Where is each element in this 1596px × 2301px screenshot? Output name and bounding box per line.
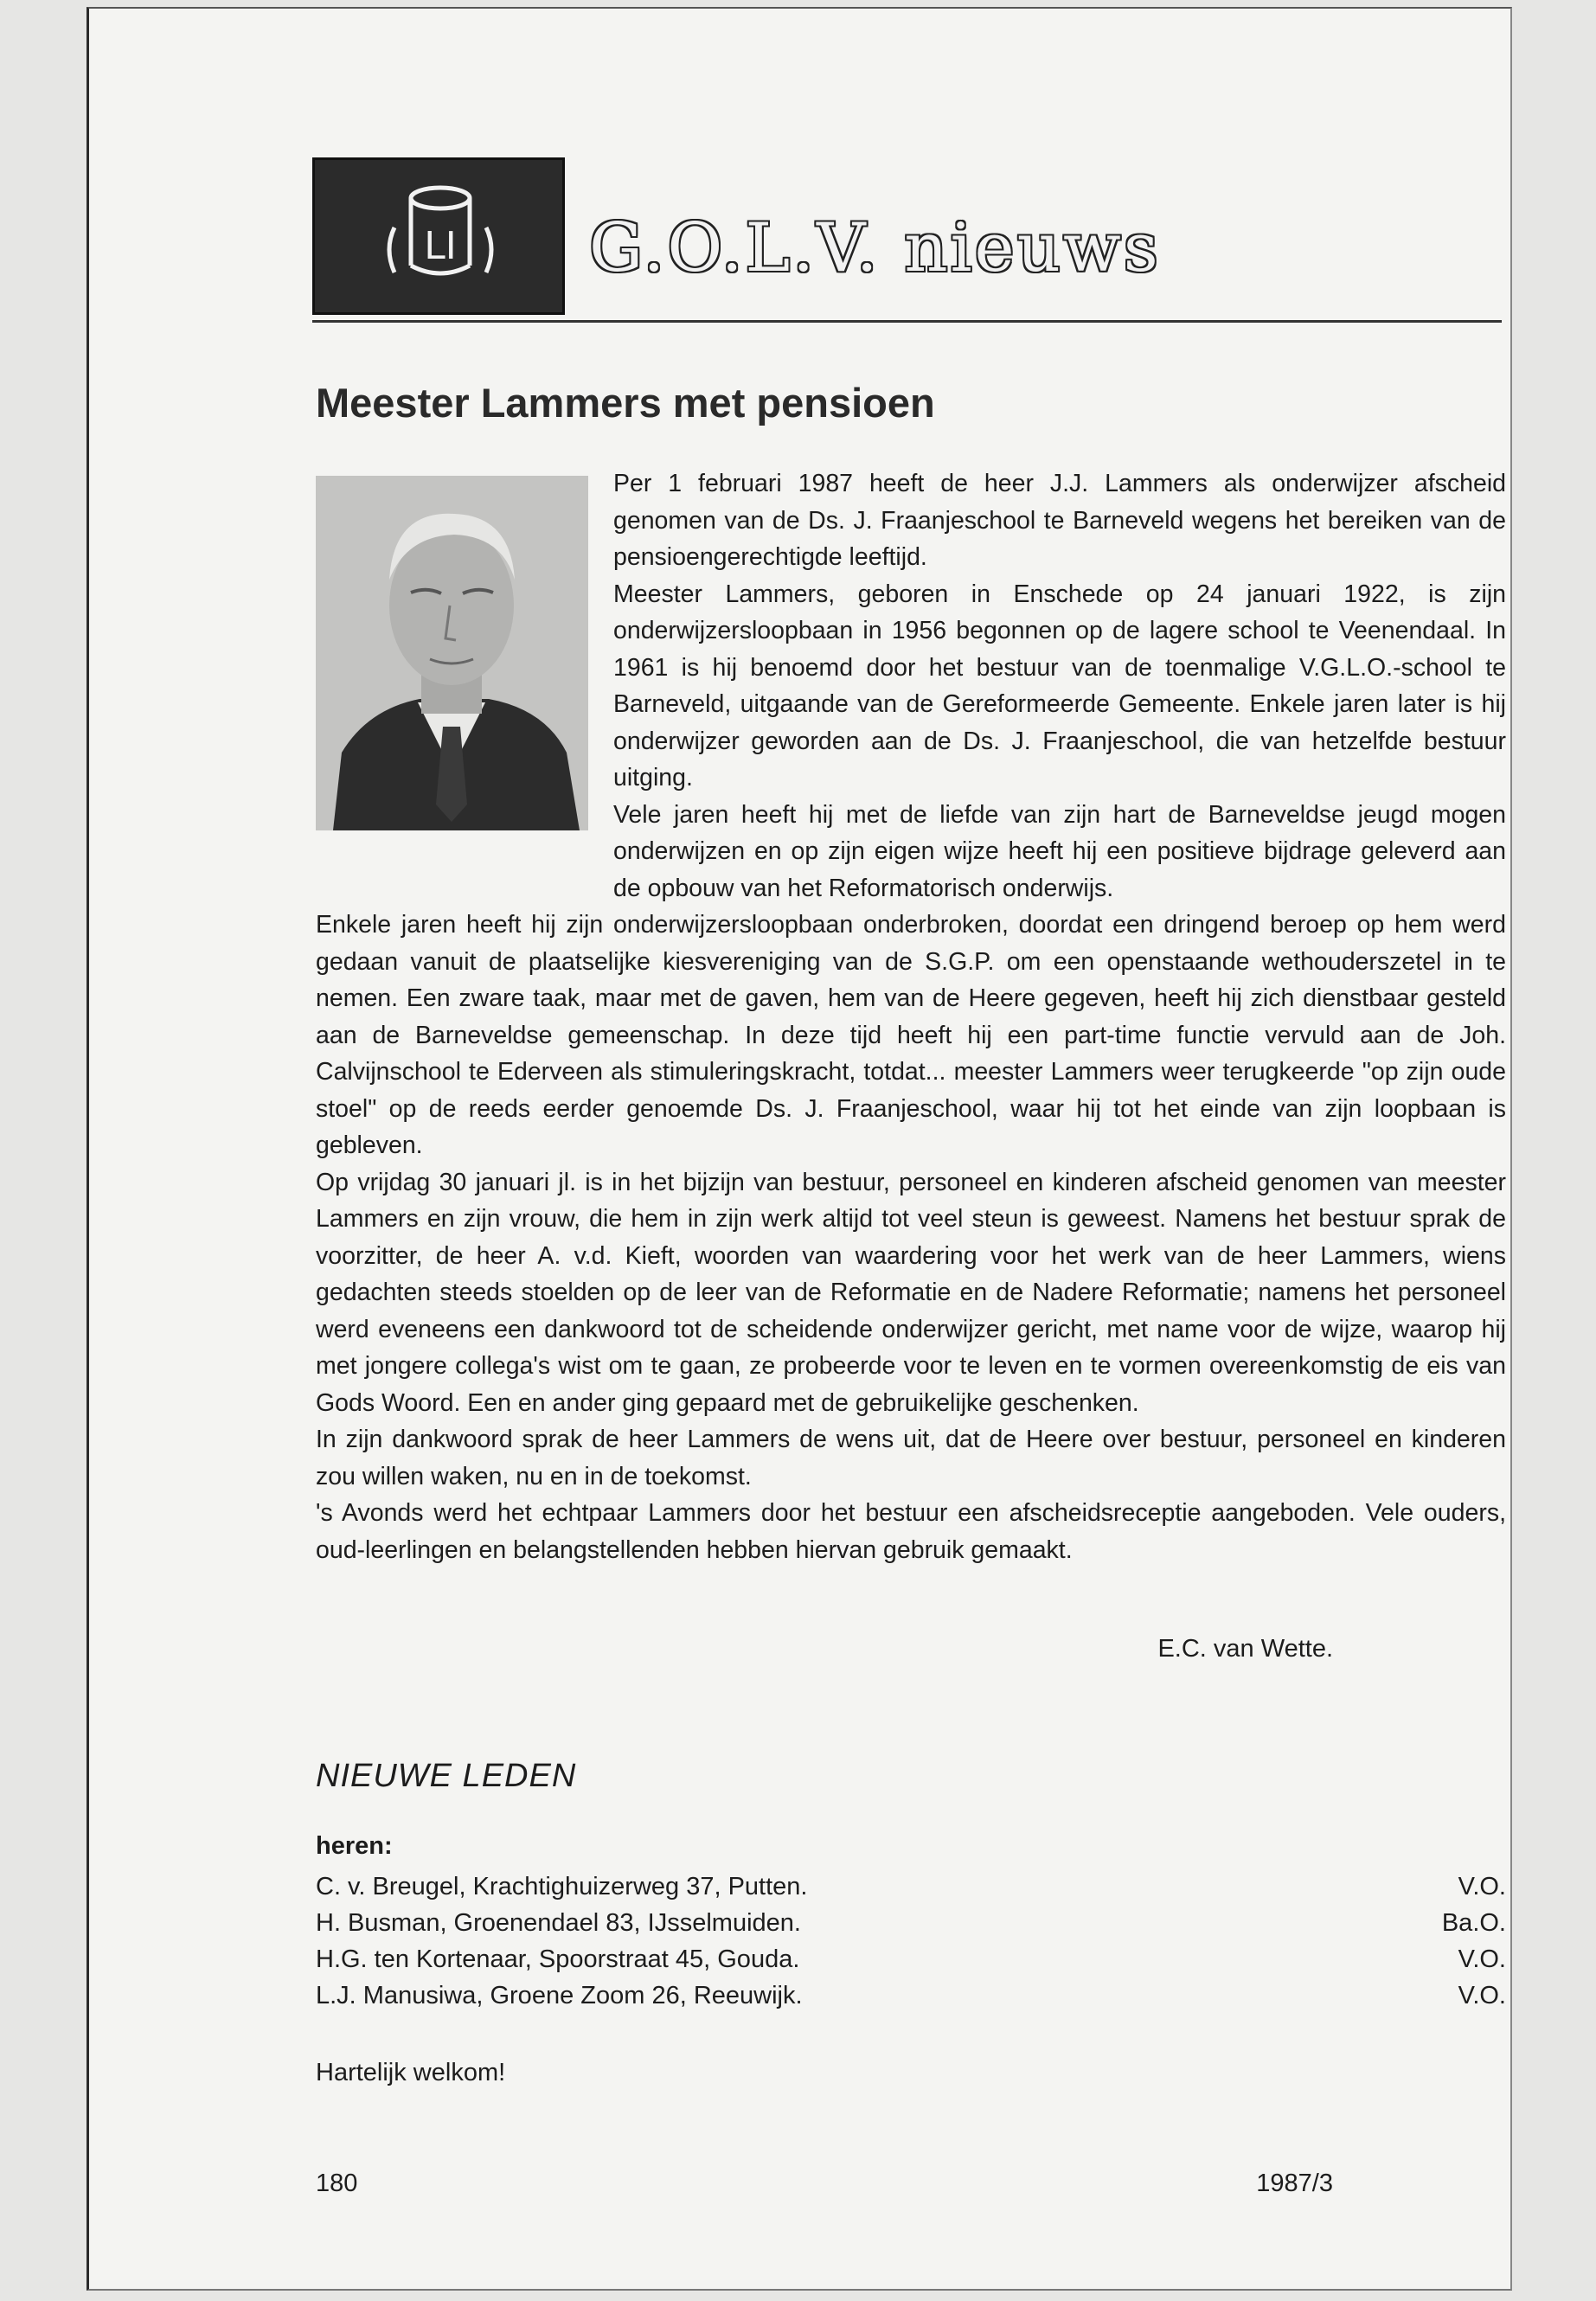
article-signature: E.C. van Wette. [1157,1635,1333,1663]
welcome-text: Hartelijk welkom! [316,2059,506,2086]
members-group-label: heren: [316,1832,393,1860]
document-page [87,7,1512,2291]
issue-number: 1987/3 [1256,2170,1333,2197]
member-type: Ba.O. [1441,1909,1506,1937]
member-name: H. Busman, Groenendael 83, IJsselmuiden. [316,1909,801,1937]
masthead-rule [312,320,1502,323]
article-headline: Meester Lammers met pensioen [316,380,935,426]
article-paragraph: 's Avonds werd het echtpaar Lammers door het bestuur een afscheidsreceptie aangeboden. Vele ouders, oud-leerlingen en belangstellenden hebben hiervan gebruik gemaakt. [316,1499,1506,1564]
article-paragraph: In zijn dankwoord sprak de heer Lammers de wens uit, dat de Heere over bestuur, personeel en kinderen zou willen waken, nu en in de toekomst. [316,1426,1506,1490]
golv-logo [312,157,565,315]
golv-emblem-icon [375,176,505,302]
masthead-title: G.O.L.V. nieuws [589,209,1161,287]
photo-spacer [316,465,613,874]
article-body [316,465,1506,1568]
article-paragraph: Vele jaren heeft hij met de liefde van zijn hart de Barneveldse jeugd mogen onderwijzen en op zijn eigen wijze heeft hij een positieve bijdrage geleverd aan de opbouw van het Reformatorisch onderwijs. [613,800,1506,902]
member-type: V.O. [1458,1982,1506,2009]
article-paragraph: Per 1 februari 1987 heeft de heer J.J. Lammers als onderwijzer afscheid genomen van de Ds. J. Fraanjeschool te Barneveld wegens het bereiken van de pensioengerechtigde leeftijd. [613,470,1506,571]
masthead [312,157,1502,324]
member-name: H.G. ten Kortenaar, Spoorstraat 45, Gouda. [316,1945,800,1973]
member-name: C. v. Breugel, Krachtighuizerweg 37, Putten. [316,1873,808,1900]
article-paragraph: Op vrijdag 30 januari jl. is in het bijzijn van bestuur, personeel en kinderen afscheid genomen van meester Lammers en zijn vrouw, die hem in zijn werk altijd tot veel steun is geweest. Namens het bestuur sprak de voorzitter, de heer A. v.d. Kieft, woorden van waardering voor het werk van de heer Lammers, wiens gedachten steeds stoelden op de leer van de Reformatie en de Nadere Reformatie; namens het personeel werd eveneens een dankwoord tot de scheidende onderwijzer gericht, met name voor de wijze, waarop hij met jongere collega's wist om te gaan, ze probeerde voor te leven en te vormen overeenkomstig de eis van Gods Woord. Een en ander ging gepaard met de gebruikelijke geschenken. [316,1168,1506,1417]
list-item [316,1868,1506,1905]
member-type: V.O. [1458,1873,1506,1900]
member-type: V.O. [1458,1945,1506,1973]
list-item [316,1941,1506,1977]
article-paragraph: Meester Lammers, geboren in Enschede op 24 januari 1922, is zijn onderwijzersloopbaan in 1956 begonnen op de lagere school te Veenendaal. In 1961 is hij benoemd door het bestuur van de toenmalige V.G.L.O.-school te Barneveld, uitgaande van de Gereformeerde Gemeente. Enkele jaren later is hij onderwijzer geworden aan de Ds. J. Fraanjeschool, die van hetzelfde bestuur uitging. [613,580,1506,792]
page-number: 180 [316,2170,358,2197]
new-members-title: NIEUWE LEDEN [316,1758,577,1794]
article-paragraph: Enkele jaren heeft hij zijn onderwijzersloopbaan onderbroken, doordat een dringend beroep op hem werd gedaan vanuit de plaatselijke kiesvereniging van de S.G.P. om een openstaande wethouderszetel in te nemen. Een zware taak, maar met de gaven, hem van de Heere gegeven, heeft hij zich dienstbaar gesteld aan de Barneveldse gemeenschap. In deze tijd heeft hij een part-time functie vervuld aan de Joh. Calvijnschool te Ederveen als stimuleringskracht, totdat... meester Lammers weer terugkeerde "op zijn oude stoel" op de reeds eerder genoemde Ds. J. Fraanjeschool, waar hij tot het einde van zijn loopbaan is gebleven. [316,911,1506,1159]
list-item [316,1905,1506,1941]
logo-lettering: LI [424,224,457,268]
members-list [316,1868,1506,2014]
member-name: L.J. Manusiwa, Groene Zoom 26, Reeuwijk. [316,1982,803,2009]
list-item [316,1977,1506,2014]
